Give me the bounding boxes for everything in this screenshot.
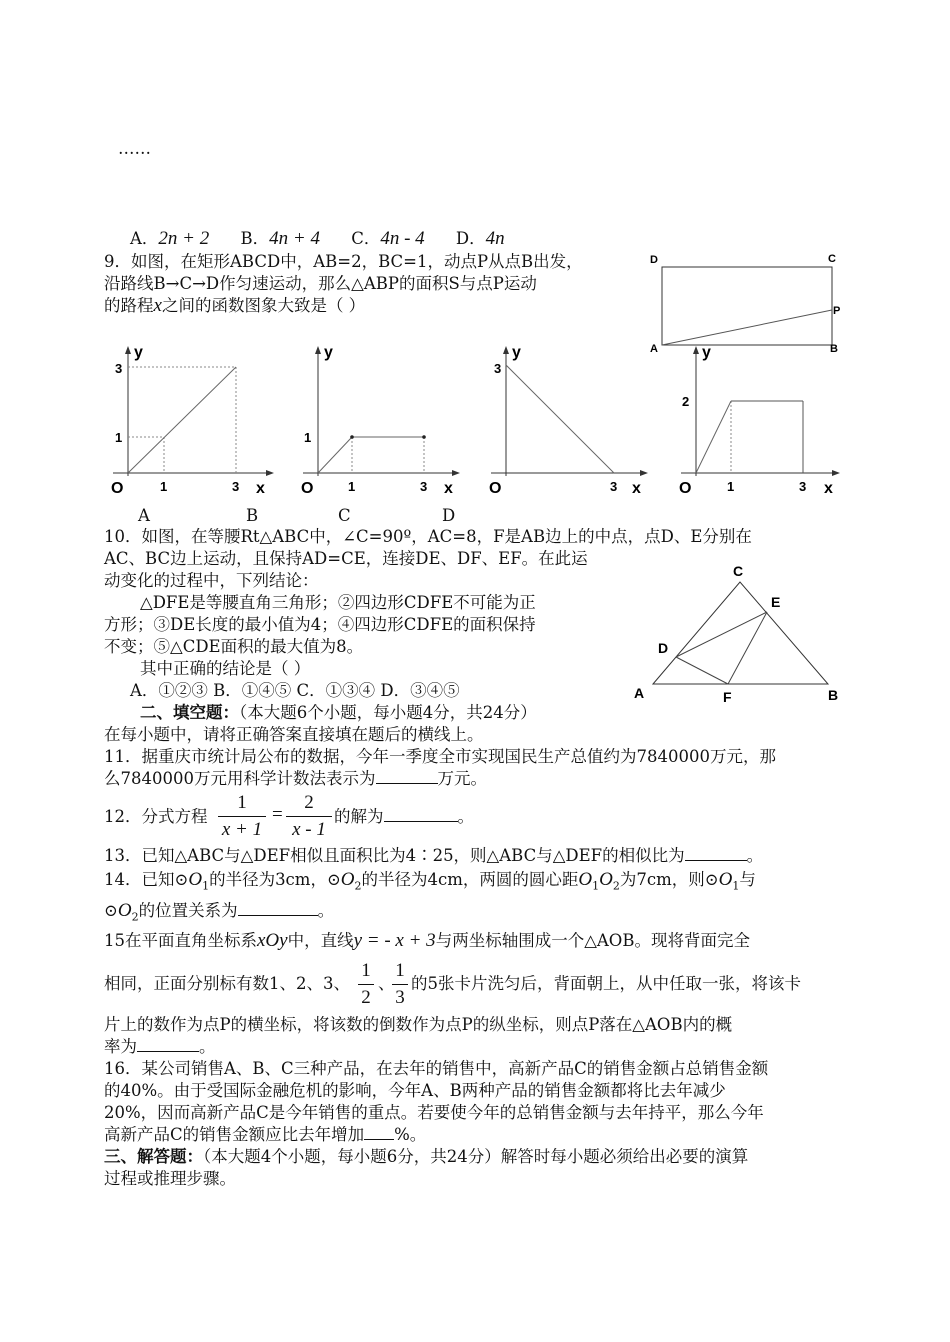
- q9-line2: 沿路线B→C→D作匀速运动，那么△ABP的面积S与点P运动: [104, 274, 537, 293]
- label-e: E: [771, 594, 781, 610]
- q10-line2: AC、BC边上运动，且保持AD=CE，连接DE、DF、EF。在此运: [104, 549, 588, 568]
- q10-line3: 动变化的过程中，下列结论：: [104, 571, 319, 590]
- q11-line2: 么7840000万元用科学计数法表示为 万元。: [104, 769, 487, 788]
- q13-blank: [685, 845, 747, 861]
- q11-line1: 11．据重庆市统计局公布的数据，今年一季度全市实现国民生产总值约为7840000万元，那: [104, 747, 776, 766]
- q12-equals: =: [272, 804, 283, 825]
- q16-blank: [364, 1124, 394, 1140]
- y-axis-label: y: [134, 344, 143, 361]
- q15-blank: [137, 1036, 199, 1052]
- tick-x2: 3: [799, 479, 807, 494]
- tick-y-mid: 1: [115, 430, 123, 445]
- section3-line2: 过程或推理步骤。: [104, 1169, 236, 1188]
- q8-options: A．2n + 2 B．4n + 4 C．4n - 4 D．4n: [130, 228, 505, 249]
- choice-a: A: [138, 506, 150, 525]
- section2-instruction: 在每小题中，请将正确答案直接填在题后的横线上。: [104, 725, 484, 744]
- q12-post: 的解为 。: [334, 807, 474, 826]
- q11-blank: [376, 768, 438, 784]
- q10-line7: 其中正确的结论是（ ）: [140, 659, 311, 678]
- label-c: C: [828, 253, 836, 265]
- q16-line3: 20%，因而高新产品C是今年销售的重点。若要使今年的总销售金额与去年持平，那么今年: [104, 1103, 764, 1122]
- origin-label: O: [301, 480, 314, 497]
- tick-y-top: 3: [115, 361, 123, 376]
- x-axis-label: x: [824, 480, 833, 497]
- label-b: B: [828, 687, 839, 703]
- q12-fraction-1: 1 x + 1: [218, 792, 266, 841]
- section2-heading: 二、填空题：（本大题6个小题，每小题4分，共24分）: [140, 703, 537, 722]
- label-a: A: [634, 685, 645, 701]
- q16-line4: 高新产品C的销售金额应比去年增加 %。: [104, 1125, 427, 1144]
- choice-d: D: [442, 506, 456, 525]
- q10-options: A．①②③ B．①④⑤ C．①③④ D．③④⑤: [130, 681, 460, 700]
- label-f: F: [723, 689, 732, 705]
- q9-line3: 的路程x之间的函数图象大致是（ ）: [104, 295, 366, 316]
- choice-b: B: [246, 506, 259, 525]
- triangle-abc-figure: [628, 560, 848, 710]
- graph-b: [298, 343, 468, 503]
- q9-line1: 9．如图，在矩形ABCD中，AB=2，BC=1，动点P从点B出发，: [104, 252, 583, 271]
- origin-label: O: [679, 480, 692, 497]
- x-axis-label: x: [632, 480, 641, 497]
- y-axis-label: y: [512, 344, 521, 361]
- origin-label: O: [489, 480, 502, 497]
- label-d: D: [658, 640, 669, 656]
- label-b: B: [830, 343, 838, 355]
- y-axis-label: y: [324, 344, 333, 361]
- label-a: A: [650, 343, 658, 355]
- tick-y-top: 2: [682, 394, 690, 409]
- q10-line4: △DFE是等腰直角三角形；②四边形CDFE不可能为正: [140, 593, 536, 612]
- q13: 13．已知△ABC与△DEF相似且面积比为4∶25，则△ABC与△DEF的相似比为 。: [104, 846, 764, 865]
- q12-pre: 12．分式方程: [104, 807, 208, 826]
- q15-fraction-third: 1 3: [392, 960, 408, 1009]
- graph-d: [676, 343, 846, 503]
- q10-line5: 方形；③DE长度的最小值为4；④四边形CDFE的面积保持: [104, 615, 536, 634]
- tick-y-top: 3: [494, 361, 502, 376]
- tick-x2: 3: [232, 479, 240, 494]
- q16-line2: 的40%。由于受国际金融危机的影响，今年A、B两种产品的销售金额都将比去年减少: [104, 1081, 726, 1100]
- tick-y-mid: 1: [304, 430, 312, 445]
- q10-line1: 10．如图，在等腰Rt△ABC中，∠C=90º，AC=8，F是AB边上的中点，点D、E分别在: [104, 527, 752, 546]
- q14-line2: $⊙O_2$的位置关系为 。: [104, 900, 335, 924]
- section3-heading: 三、解答题：（本大题4个小题，每小题6分，共24分）解答时每小题必须给出必要的演算: [104, 1147, 749, 1166]
- tick-x1: 1: [160, 479, 168, 494]
- x-axis-label: x: [444, 480, 453, 497]
- q16-line1: 16．某公司销售A、B、C三种产品，在去年的销售中，高新产品C的销售金额占总销售金额: [104, 1059, 769, 1078]
- tick-x2: 3: [610, 479, 618, 494]
- label-p: P: [833, 305, 841, 317]
- x-axis-label: x: [256, 480, 265, 497]
- q14-line1: 14．已知$⊙O_1$的半径为3cm，$⊙O_2$的半径为4cm，两圆的圆心距$O_1O_2$为7cm，则$⊙O_1$与: [104, 869, 756, 893]
- tick-x1: 1: [348, 479, 356, 494]
- q15-line2a: 相同，正面分别标有数1、2、3、: [104, 974, 350, 993]
- q15-fraction-half: 1 2: [358, 960, 374, 1009]
- graph-c: [486, 343, 656, 503]
- q15-line3: 片上的数作为点P的横坐标，将该数的倒数作为点P的纵坐标，则点P落在△AOB内的概: [104, 1015, 733, 1034]
- q15-sep: 、: [378, 974, 395, 993]
- y-axis-label: y: [702, 344, 711, 361]
- tick-x2: 3: [420, 479, 428, 494]
- tick-x1: 1: [727, 479, 735, 494]
- label-d: D: [650, 254, 658, 266]
- q10-line6: 不变；⑤△CDE面积的最大值为8。: [104, 637, 364, 656]
- q15-line1: 15在平面直角坐标系xOy中，直线y = - x + 3与两坐标轴围成一个△AOB。现将背面完全: [104, 930, 750, 951]
- choice-c: C: [338, 506, 351, 525]
- origin-label: O: [111, 480, 124, 497]
- q15-line2b: 的5张卡片洗匀后，背面朝上，从中任取一张，将该卡: [411, 974, 801, 993]
- q14-blank: [238, 900, 318, 916]
- label-c: C: [733, 563, 744, 579]
- q12-fraction-2: 2 x - 1: [286, 792, 332, 841]
- ellipsis: ……: [118, 139, 151, 158]
- graph-a: [108, 343, 278, 503]
- q12-blank: [384, 806, 458, 822]
- q15-line4: 率为 。: [104, 1037, 216, 1056]
